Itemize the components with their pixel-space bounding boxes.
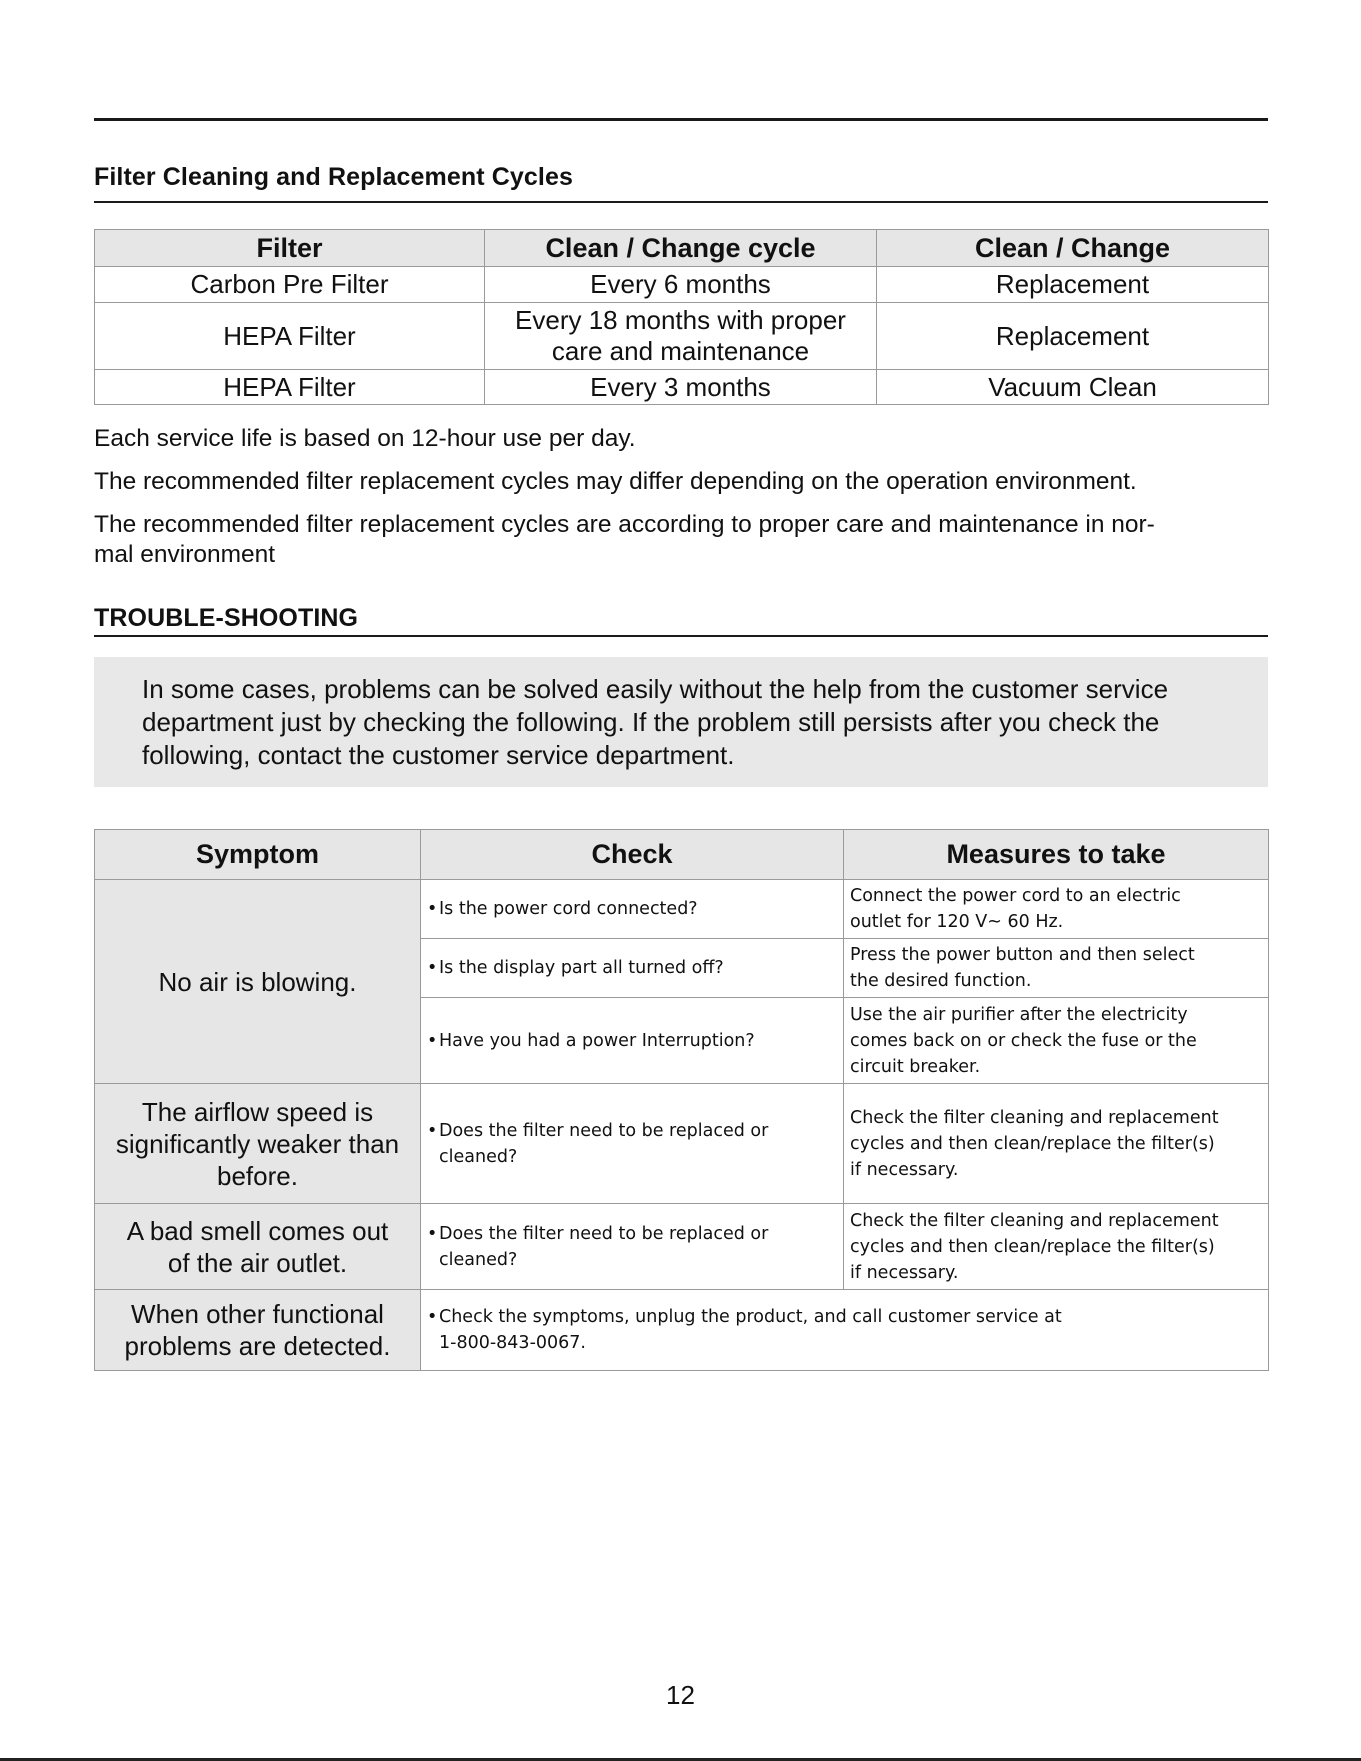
bullet: • (427, 899, 438, 919)
symptom-line: problems are detected. (124, 1331, 391, 1361)
filter-action: Vacuum Clean (877, 370, 1269, 405)
check-line: Check the symptoms, unplug the product, and call customer service at (439, 1307, 1062, 1327)
header-cycle: Clean / Change cycle (485, 230, 877, 267)
symptom-line: significantly weaker than (115, 1128, 400, 1159)
filter-name: Carbon Pre Filter (95, 267, 485, 303)
note-proper-care (94, 510, 1268, 570)
filter-section-title: Filter Cleaning and Replacement Cycles (94, 163, 573, 191)
trouble-section-rule (94, 635, 1268, 637)
intro-line: department just by checking the following. If the problem still persists after you check the (142, 707, 1160, 737)
check-text (439, 1221, 837, 1273)
header-measures: Measures to take (844, 830, 1269, 880)
filter-cycle-line: care and maintenance (551, 336, 810, 366)
filter-action: Replacement (877, 267, 1269, 303)
filter-section-rule (94, 201, 1268, 203)
filter-name: HEPA Filter (95, 370, 485, 405)
measure-line: circuit breaker. (850, 1056, 981, 1077)
measure-line: Check the filter cleaning and replacement (850, 1107, 1219, 1128)
measure-line: if necessary. (850, 1262, 959, 1283)
filter-cycle-table (94, 229, 1269, 405)
symptom-line: When other functional (131, 1299, 384, 1329)
filter-action: Replacement (877, 303, 1269, 370)
bullet: • (427, 1307, 438, 1327)
measure-line: if necessary. (850, 1159, 959, 1180)
header-filter: Filter (95, 230, 485, 267)
table-row (95, 880, 1269, 939)
filter-cycle: Every 6 months (485, 267, 877, 303)
table-row (95, 1290, 1269, 1371)
measure-line: Press the power button and then select (850, 945, 1195, 965)
trouble-intro-box (94, 657, 1268, 787)
filter-cycle (485, 303, 877, 370)
intro-line: In some cases, problems can be solved easily without the help from the customer service (142, 674, 1169, 704)
filter-name: HEPA Filter (95, 303, 485, 370)
table-row (95, 303, 1269, 370)
note-line: The recommended filter replacement cycles are according to proper care and maintenance in nor- (94, 511, 1155, 538)
check-line: Does the filter need to be replaced or (439, 1120, 769, 1141)
intro-line: following, contact the customer service department. (142, 740, 735, 770)
symptom-line: The airflow speed is (141, 1096, 374, 1127)
check-line: cleaned? (439, 1249, 518, 1270)
measure-line: comes back on or check the fuse or the (850, 1030, 1197, 1051)
measure-cell (844, 880, 1269, 939)
page-number: 12 (666, 1680, 695, 1710)
measure-line: Check the filter cleaning and replacement (850, 1210, 1219, 1231)
measure-line: cycles and then clean/replace the filter(s) (850, 1236, 1215, 1257)
symptom-other-problems (95, 1290, 421, 1371)
measure-cell (844, 998, 1269, 1084)
note-line: mal environment (94, 541, 276, 568)
measure-line: cycles and then clean/replace the filter(s) (850, 1133, 1215, 1154)
symptom-weak-airflow (95, 1084, 421, 1204)
note-service-life: Each service life is based on 12-hour use per day. (94, 425, 636, 452)
filter-cycle: Every 3 months (485, 370, 877, 405)
measure-line: outlet for 120 V~ 60 Hz. (850, 912, 1064, 932)
check-cell (421, 1084, 844, 1204)
table-row (95, 1084, 1269, 1204)
header-check: Check (421, 830, 844, 880)
bullet: • (427, 1120, 438, 1141)
header-symptom: Symptom (95, 830, 421, 880)
check-cell (421, 939, 844, 998)
table-row (95, 370, 1269, 405)
check-text (439, 1304, 1262, 1356)
measure-line: Use the air purifier after the electricity (850, 1004, 1188, 1025)
check-cell (421, 1290, 1269, 1371)
measure-cell (844, 939, 1269, 998)
trouble-section-title: TROUBLE-SHOOTING (94, 604, 359, 632)
check-text: Is the power cord connected? (439, 899, 698, 919)
measure-line: the desired function. (850, 971, 1032, 991)
check-text: Is the display part all turned off? (439, 958, 724, 978)
table-row (95, 267, 1269, 303)
check-text: Have you had a power Interruption? (439, 1030, 755, 1051)
phone-number: 1-800-843-0067. (439, 1333, 586, 1353)
symptom-no-air: No air is blowing. (95, 880, 421, 1084)
symptom-bad-smell (95, 1204, 421, 1290)
table-header-row (95, 830, 1269, 880)
table-header-row (95, 230, 1269, 267)
check-cell (421, 998, 844, 1084)
symptom-line: A bad smell comes out (126, 1215, 389, 1246)
header-action: Clean / Change (877, 230, 1269, 267)
note-environment: The recommended filter replacement cycles may differ depending on the operation environment. (94, 468, 1137, 495)
bullet: • (427, 958, 438, 978)
symptom-line: of the air outlet. (167, 1247, 348, 1278)
check-cell (421, 880, 844, 939)
table-row (95, 1204, 1269, 1290)
filter-cycle-line: Every 18 months with proper (515, 305, 846, 335)
check-text (439, 1118, 837, 1170)
measure-cell (844, 1084, 1269, 1204)
check-cell (421, 1204, 844, 1290)
check-line: Does the filter need to be replaced or (439, 1223, 769, 1244)
bullet: • (427, 1223, 438, 1244)
measure-cell (844, 1204, 1269, 1290)
bullet: • (427, 1030, 438, 1051)
measure-line: Connect the power cord to an electric (850, 886, 1181, 906)
check-line: cleaned? (439, 1146, 518, 1167)
top-rule (94, 118, 1268, 121)
symptom-line: before. (217, 1160, 298, 1191)
troubleshooting-table (94, 829, 1269, 1371)
